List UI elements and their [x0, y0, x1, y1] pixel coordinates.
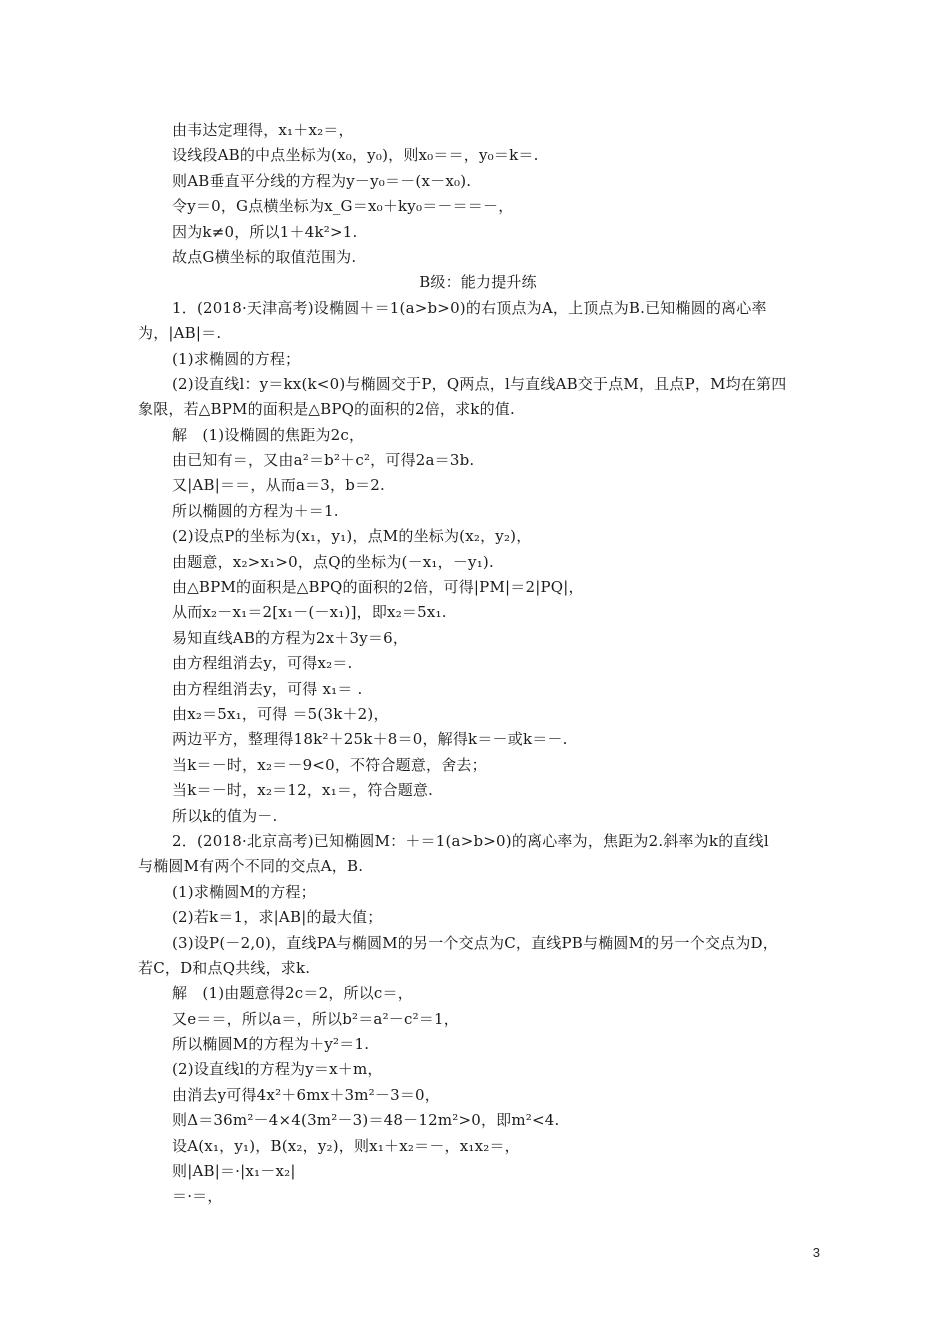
text-line: 由消去y可得4x²＋6mx＋3m²－3＝0，	[172, 1085, 440, 1104]
text-line: 所以椭圆M的方程为＋y²＝1.	[172, 1035, 370, 1054]
text-line: 由x₂＝5x₁，可得 ＝5(3k＋2)，	[172, 704, 389, 723]
text-line: 象限，若△BPM的面积是△BPQ的面积的2倍，求k的值.	[138, 400, 515, 419]
text-line: 2．(2018·北京高考)已知椭圆M：＋＝1(a>b>0)的离心率为，焦距为2.斜率为k的直线l	[172, 831, 769, 850]
text-line: 令y＝0，G点横坐标为x_G＝x₀＋ky₀＝－＝＝－，	[172, 197, 514, 216]
text-line: ＝·＝，	[172, 1187, 223, 1206]
text-line: 由题意，x₂>x₁>0，点Q的坐标为(－x₁，－y₁).	[172, 552, 494, 571]
text-line: 与椭圆M有两个不同的交点A，B.	[138, 857, 364, 876]
text-line: 设线段AB的中点坐标为(x₀，y₀)，则x₀＝＝，y₀＝k＝.	[172, 146, 539, 165]
text-line: 易知直线AB的方程为2x＋3y＝6，	[172, 628, 409, 647]
text-line: 所以椭圆的方程为＋＝1.	[172, 501, 339, 520]
text-line: (2)若k＝1，求|AB|的最大值；	[172, 908, 383, 927]
text-line: 解 (1)设椭圆的焦距为2c，	[172, 425, 365, 444]
page-number: 3	[812, 1245, 820, 1260]
text-line: 由△BPM的面积是△BPQ的面积的2倍，可得|PM|＝2|PQ|，	[172, 578, 584, 597]
text-line: 所以k的值为－.	[172, 806, 278, 825]
text-line: 则|AB|＝·|x₁－x₂|	[172, 1162, 296, 1181]
text-line: (2)设直线l：y＝kx(k<0)与椭圆交于P，Q两点，l与直线AB交于点M，且点P，M均在第四	[172, 374, 787, 393]
text-line: 则Δ＝36m²－4×4(3m²－3)＝48－12m²>0，即m²<4.	[172, 1111, 560, 1130]
text-line: (1)求椭圆M的方程；	[172, 882, 316, 901]
text-line: 又e＝＝，所以a＝，所以b²＝a²－c²＝1，	[172, 1009, 459, 1028]
text-line: 由韦达定理得，x₁＋x₂＝，	[172, 121, 354, 139]
text-line: 两边平方，整理得18k²＋25k＋8＝0，解得k＝－或k＝－.	[172, 730, 568, 749]
text-line: 当k＝－时，x₂＝－9<0，不符合题意，舍去；	[172, 755, 487, 774]
text-line: (2)设点P的坐标为(x₁，y₁)，点M的坐标为(x₂，y₂)，	[172, 527, 532, 546]
text-line: 若C，D和点Q共线，求k.	[138, 958, 311, 977]
text-line: 设A(x₁，y₁)，B(x₂，y₂)，则x₁＋x₂＝－，x₁x₂＝，	[172, 1136, 520, 1155]
text-line: (3)设P(－2,0)，直线PA与椭圆M的另一个交点为C，直线PB与椭圆M的另一个交点为D，	[172, 933, 778, 952]
text-line: 由方程组消去y，可得x₂＝.	[172, 654, 353, 673]
text-line: 从而x₂－x₁＝2[x₁－(－x₁)]，即x₂＝5x₁.	[172, 603, 447, 622]
text-line: 1．(2018·天津高考)设椭圆＋＝1(a>b>0)的右顶点为A，上顶点为B.已知椭圆的离心率	[172, 298, 767, 317]
section-heading: B级：能力提升练	[419, 273, 537, 292]
text-line: (1)求椭圆的方程；	[172, 349, 301, 368]
text-line: 为，|AB|＝.	[138, 324, 222, 343]
text-line: 因为k≠0，所以1＋4k²>1.	[172, 222, 358, 241]
text-line: 解 (1)由题意得2c＝2，所以c＝，	[172, 984, 413, 1003]
text-line: 又|AB|＝＝，从而a＝3，b＝2.	[172, 476, 385, 495]
text-line: 由已知有＝，又由a²＝b²＋c²，可得2a＝3b.	[172, 451, 475, 470]
text-line: 故点G横坐标的取值范围为.	[172, 247, 357, 266]
text-line: 则AB垂直平分线的方程为y－y₀＝－(x－x₀).	[172, 171, 472, 190]
text-line: 由方程组消去y，可得 x₁＝ .	[172, 679, 363, 698]
text-line: (2)设直线l的方程为y＝x＋m，	[172, 1060, 383, 1079]
text-line: 当k＝－时，x₂＝12，x₁＝，符合题意.	[172, 781, 434, 800]
document-body	[138, 118, 818, 1210]
